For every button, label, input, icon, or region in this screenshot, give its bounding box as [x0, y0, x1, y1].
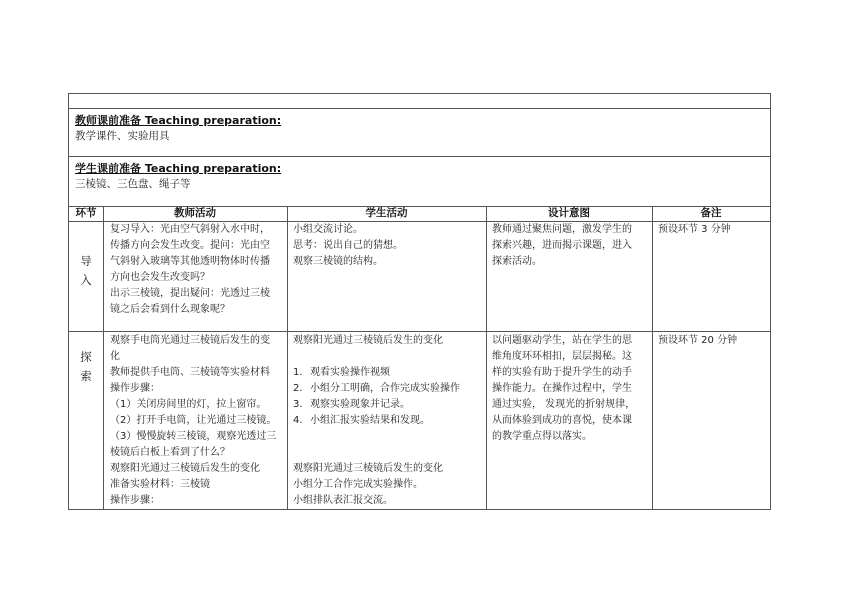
row-2-note: 预设环节 20 分钟 — [658, 335, 738, 346]
student-steps-list — [293, 365, 483, 429]
teacher-prep-title: 教师课前准备 Teaching preparation: — [75, 114, 282, 127]
col-rule-1 — [103, 206, 104, 510]
row-2-student-activity: 观察阳光通过三棱镜后发生的变化 1. 观看实验操作视频 2. 小组分工明确，合作完成实验操作 3. 观察实验现象并记录。 4. 小组汇报实验结果和发现。 观察阳光通过三棱镜后发生的变化 小组分工合作完成实验操作。 小组排队表汇报交流。 — [293, 333, 483, 509]
rule-after-teacher-prep — [69, 156, 770, 157]
list-item: 1. 观看实验操作视频 — [293, 367, 390, 378]
col-rule-4 — [652, 206, 653, 510]
list-item: 4. 小组汇报实验结果和发现。 — [293, 415, 430, 426]
row-2-teacher-activity: 观察手电筒光通过三棱镜后发生的变 化 教师提供手电筒、三棱镜等实验材料 操作步骤： （1）关闭房间里的灯，拉上窗帘。 （2）打开手电筒，让光通过三棱镜。 （3）慢慢旋转三棱镜，观察光透过三 棱镜后白板上看到了什么？ 观察阳光通过三棱镜后发生的变化 准备实验材料：三棱镜 操作步骤： — [110, 335, 277, 506]
header-teacher-activity: 教师活动 — [174, 207, 216, 219]
row-1-note: 预设环节 3 分钟 — [658, 224, 731, 235]
row-2-design-intent: 以问题驱动学生，站在学生的思 维角度环环相扣，层层揭秘。这 样的实验有助于提升学生的动手 操作能力。在操作过程中，学生 通过实验， 发现光的折射规律， 从而体验到成功的喜悦，使本课 的教学重点得以落实。 — [492, 335, 636, 442]
header-notes: 备注 — [700, 207, 722, 219]
row-1-student-activity: 小组交流讨论。 思考：说出自己的猜想。 观察三棱镜的结构。 — [293, 224, 403, 267]
row-1-design-intent: 教师通过聚焦问题，激发学生的 探索兴趣，进而揭示课题，进入 探索活动。 — [492, 224, 632, 267]
header-stage: 环节 — [75, 207, 97, 219]
student-prep-title: 学生课前准备 Teaching preparation: — [75, 162, 282, 175]
rule-top-band — [69, 108, 770, 109]
lesson-plan-table — [68, 93, 771, 510]
row-1-teacher-activity: 复习导入：光由空气斜射入水中时， 传播方向会发生改变。提问：光由空 气斜射入玻璃等其他透明物体时传播 方向也会发生改变吗？ 出示三棱镜，提出疑问：光透过三棱 镜之后会看到什么现象呢？ — [110, 224, 270, 315]
list-item: 3. 观察实验现象并记录。 — [293, 399, 410, 410]
row-1-stage: 导 入 — [80, 254, 92, 287]
header-design-intent: 设计意图 — [548, 207, 590, 219]
col-rule-2 — [287, 206, 288, 510]
student-prep-body: 三棱镜、三色盘、绳子等 — [75, 178, 191, 190]
header-student-activity: 学生活动 — [365, 207, 408, 219]
col-rule-3 — [486, 206, 487, 510]
list-item: 2. 小组分工明确，合作完成实验操作 — [293, 383, 460, 394]
teacher-prep-body: 教学课件、实验用具 — [75, 130, 170, 142]
row-2-stage: 探 索 — [80, 350, 92, 383]
rule-after-row-1 — [69, 331, 770, 332]
